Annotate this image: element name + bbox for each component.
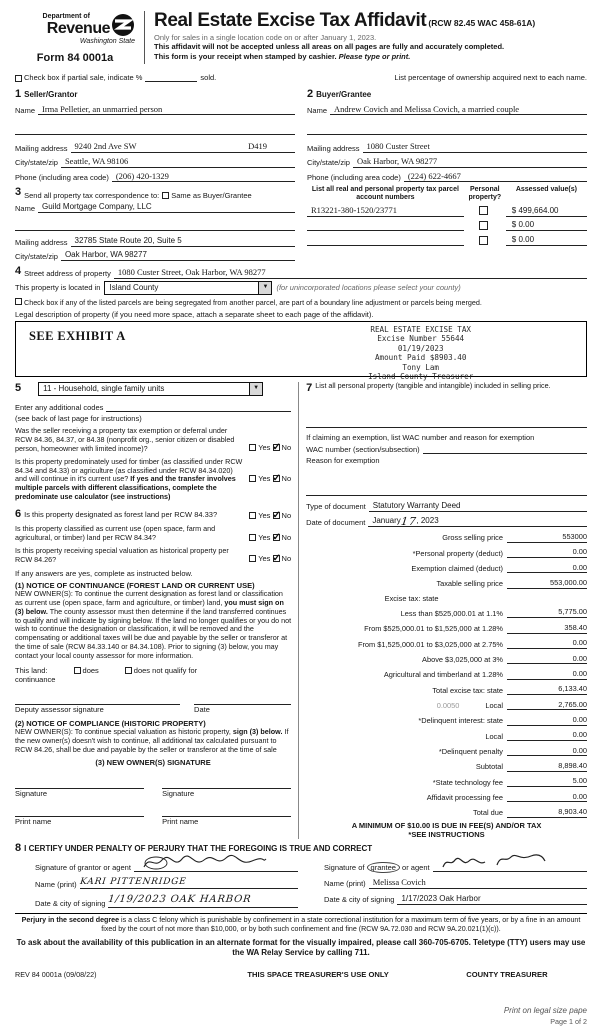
- right-column: [299, 382, 587, 839]
- buyer-section: 2 Buyer/Grantee Name Andrew Covich and Melissa Covich, a married couple Mailing address 1080 Custer Street City/state/zip Oak Harbor, WA 98277 Phone (including area code) (224) 622-4667: [307, 82, 587, 182]
- timber-yes-checkbox[interactable]: [249, 475, 256, 482]
- property-section: 4 Street address of property 1080 Custer Street, Oak Harbor, WA 98277 This property is located in Island County ▼ (for unincorporated locations please select your county) Check box if any of the listed parcels are being segregated from another parcel, are part of a boundary line adjustment or parcels being merged. Legal description of property (if you need more space, attach a separate sheet to each page of the affidavit). SEE EXHIBIT A REAL ESTATE EXCISE TAX Excise Number 55644 01/19/2023 Amount Paid $8903.40 Tony Lam Island County Treasurer: [15, 265, 587, 377]
- seller-mailing-field[interactable]: 9240 2nd Ave SW D419: [71, 141, 295, 153]
- doc-date-field[interactable]: January 17 , 2023: [368, 515, 587, 528]
- additional-codes-label: Enter any additional codes: [15, 402, 104, 412]
- correspondence-name-field[interactable]: Guild Mortgage Company, LLC: [38, 202, 295, 213]
- notice-compliance-body: NEW OWNER(S): To continue special valuation as historic property, sign (3) below. If the new owner(s) doesn't wish to continue, all additional tax calculated pursuant to RCW 84.26, shall be due and payable by the seller or transferor at the time of sale: [15, 727, 289, 754]
- same-as-buyer-checkbox[interactable]: [162, 192, 169, 199]
- assessed-value-col-header: Assessed value(s): [515, 186, 577, 194]
- parcel-number-field[interactable]: R13221-380-1520/23771: [307, 205, 464, 217]
- parcel-number-field[interactable]: [307, 234, 464, 246]
- tax-value-field[interactable]: 0.00: [507, 638, 587, 649]
- grantor-date-field[interactable]: [108, 894, 298, 908]
- tax-row: Above $3,025,000 at 3% 0.00: [422, 653, 587, 664]
- new-owner-printname-field-2[interactable]: [162, 806, 291, 817]
- reason-exemption-label: Reason for exemption: [306, 456, 380, 466]
- legal-description-label: Legal description of property (if you need more space, attach a separate sheet to each page of the affidavit).: [15, 309, 374, 319]
- revenue-wordmark: Revenue: [46, 20, 110, 38]
- codes-note: (see back of last page for instructions): [15, 414, 142, 423]
- dor-swirl-icon: [111, 13, 135, 37]
- assessed-value-field[interactable]: $ 499,664.00: [506, 206, 587, 217]
- land-qualify-row: This land: does does not qualify for: [15, 665, 198, 675]
- seller-name-field[interactable]: Irma Pelletier, an unmarried person: [38, 104, 295, 116]
- doc-type-field[interactable]: Statutory Warranty Deed: [369, 501, 587, 512]
- header-divider: [144, 11, 145, 64]
- grantee-signature-field[interactable]: [433, 861, 587, 872]
- tax-value-field[interactable]: 0.00: [507, 792, 587, 803]
- segregated-note: Check box if any of the listed parcels are being segregated from another parcel, are part of a boundary line adjustment or parcels being merged.: [24, 297, 482, 307]
- new-owner-signature-field-2[interactable]: [162, 778, 291, 789]
- this-land-label: This land:: [15, 665, 48, 675]
- buyer-name2-field[interactable]: [307, 125, 587, 135]
- land-use-dropdown[interactable]: 11 - Household, single family units ▼: [38, 382, 263, 396]
- grantor-signature-field[interactable]: [134, 861, 298, 872]
- personal-property-checkbox-3[interactable]: [479, 236, 488, 245]
- exhibit-text: SEE EXHIBIT A: [29, 329, 126, 343]
- tax-row: Total due 8,903.40: [473, 806, 587, 818]
- current-use-no-checkbox[interactable]: [273, 534, 280, 541]
- street-address-label: Street address of property: [24, 269, 111, 279]
- personal-property-col-header: Personal property?: [468, 186, 502, 202]
- certify-section: 8 I CERTIFY UNDER PENALTY OF PERJURY THAT THE FOREGOING IS TRUE AND CORRECT Signature of grantor or agent Name (print) KARI PITTENRIDGE Date & city of signing 1/19/2023 OAK HARBOR Signature of grantee or agent Name (print) Melissa Covich Date & city of signing 1/17/2023 Oak Harbor: [15, 842, 587, 908]
- treasurer-space-label: THIS SPACE TREASURER'S USE ONLY: [247, 970, 389, 980]
- buyer-mailing-field[interactable]: 1080 Custer Street: [363, 141, 587, 153]
- tty-note: To ask about the availability of this publication in an alternate format for the visually impaired, please call 360-705-6705. Teletype (TTY) users may use the WA Relay Service by calling 711.: [16, 938, 586, 958]
- washington-state-label: Washington State: [79, 38, 135, 45]
- see-instructions-note: *SEE INSTRUCTIONS: [408, 830, 485, 840]
- seller-name2-field[interactable]: [15, 125, 295, 135]
- tax-row: Agricultural and timberland at 1.28% 0.00: [383, 668, 587, 680]
- historic-question: Is this property receiving special valuation as historical property per RCW 84.26?: [15, 545, 229, 564]
- tax-row: Exemption claimed (deduct) 0.00: [411, 562, 587, 574]
- forest-yes-checkbox[interactable]: [249, 512, 256, 519]
- partial-sale-checkbox[interactable]: [15, 75, 22, 82]
- grantee-printname-field[interactable]: Melissa Covich: [369, 877, 587, 889]
- deputy-assessor-signature-field[interactable]: [15, 694, 180, 705]
- tax-row: From $525,000.01 to $1,525,000 at 1.28% 358.40: [364, 622, 587, 634]
- rev-number: REV 84 0001a (09/08/22): [15, 970, 97, 980]
- tax-row: Taxable selling price 553,000.00: [436, 577, 587, 589]
- minimum-due-note: A MINIMUM OF $10.00 IS DUE IN FEE(S) AND/OR TAX: [351, 820, 542, 830]
- local-rate: 0.0050: [436, 701, 460, 711]
- wac-number-field[interactable]: [423, 444, 587, 454]
- perjury-note: Perjury in the second degree is a class C felony which is punishable by confinement in a state correctional institution for a maximum term of five years, or by a fine in an amount fixed by the court of not more than $10,000, or by both such confinement and fine (RCW 9A.72.030 and RCW 9A.20.021(1)(c)).: [15, 913, 587, 934]
- new-owner-signature-title: (3) NEW OWNER(S) SIGNATURE: [95, 758, 211, 768]
- doc-date-day-handwritten: 17: [400, 514, 418, 528]
- street-address-field[interactable]: 1080 Custer Street, Oak Harbor, WA 98277: [114, 267, 587, 279]
- tax-value-field[interactable]: 5,775.00: [507, 607, 587, 618]
- buyer-phone-field[interactable]: (224) 622-4667: [404, 171, 587, 183]
- tax-row: *State technology fee 5.00: [432, 776, 587, 787]
- left-column: 5 11 - Household, single family units ▼ Enter any additional codes (see back of last page for instructions) Was the seller receiving a property tax exemption or deferral under RCW 84.36, 84.37, or 84.38 (nonprofit org., senior citizen or disabled person, homeowner with limited income)? Yes ✓ No Is this property predominately used for timber (as classified under RCW 84.34 and 84.33) or agriculture (as classified under RCW 84.34.020) and will continue in it's current use? If yes and the transfer involves multiple parcels with different classifications, complete the predominate use calculator (see instructions) Yes ✓ No 6 Is this property designated as forest land per RCW 84.33? Yes ✓ No Is this property classified as current use (open space, farm and agricultural, or timber) land per RCW 84.34? Yes ✓ No Is this property receiving special valuation as historical property per RCW 84.26? Yes ✓ No If any answers are yes, complete as instructed below. (1) NOTICE OF CONTINUANCE (FOREST LAND OR CURRENT USE) NEW OWNER(S): To continue the current designation as forest land or classification as current use (open space, farm and agriculture, or timber) land, you must sign on (3) below. The county assessor must then determine if the land transferred continues to qualify and will indicate by signing below. If the land no longer qualifies or you do not wish to continue the designation or classification, it will be removed and the compensating or additional taxes will be due and payable by the seller or transferor at the time of sale (RCW 84.33.140 or 84.34.108). Prior to signing (3) below, you may contact your local county assessor for more information. This land: does does not qualify for continuance Deputy assessor signature Date (2) NOTICE OF COMPLIANCE (HISTORIC PROPERTY) NEW OWNER(S): To continue special valuation as historic property, sign (3) below. If the new owner(s) doesn't wish to continue, all additional tax calculated pursuant to RCW 84.26, shall be due and payable by the seller or transferor at the time of sale (3) NEW OWNER(S) SIGNATURE Signature Signature Print name Print name: [15, 382, 298, 839]
- tax-row: *Personal property (deduct) 0.00: [412, 547, 587, 558]
- header-note-1: Only for sales in a single location code on or after January 1, 2023.: [154, 33, 377, 42]
- ownership-note: List percentage of ownership acquired next to each name.: [394, 72, 587, 82]
- grantor-date-handwritten: 1/19/2023 OAK HARBOR: [107, 894, 253, 906]
- partial-sale-label: Check box if partial sale, indicate %: [24, 72, 143, 82]
- tax-value-field[interactable]: 0.00: [507, 654, 587, 665]
- page-number: Page 1 of 2: [550, 1016, 587, 1026]
- excise-tax-state-heading: Excise tax: state: [384, 593, 439, 603]
- correspondence-mailing-field[interactable]: 32785 State Route 20, Suite 5: [71, 236, 295, 247]
- seller-city-field[interactable]: Seattle, WA 98106: [61, 156, 295, 168]
- tax-value-field[interactable]: 8,903.40: [507, 807, 587, 818]
- timber-question: Is this property predominately used for timber (as classified under RCW 84.34 and 84.33) or agriculture (as classified under RCW 84.34.020) and will continue in it's current use? If yes and the transfer involves multiple parcels with different classifications, complete the predominate use calculator (see instructions): [15, 456, 243, 501]
- parcel-col-header: List all real and personal property tax parcel account numbers: [311, 186, 459, 202]
- grantor-printname-field[interactable]: [80, 877, 298, 889]
- header-note-2: This affidavit will not be accepted unless all areas on all pages are fully and accurately completed.: [154, 42, 505, 52]
- certify-statement: I CERTIFY UNDER PENALTY OF PERJURY THAT THE FOREGOING IS TRUE AND CORRECT: [24, 844, 373, 854]
- tax-value-field[interactable]: 0.00: [507, 669, 587, 680]
- deferral-no-checkbox[interactable]: [273, 444, 280, 451]
- county-treasurer-label: COUNTY TREASURER: [466, 970, 548, 980]
- tax-row: *Delinquent interest: state 0.00: [418, 714, 587, 726]
- tax-value-field[interactable]: 5.00: [507, 776, 587, 787]
- doc-type-label: Type of document: [306, 502, 366, 512]
- tax-value-field[interactable]: 553,000.00: [507, 578, 587, 589]
- same-as-buyer-label: Same as Buyer/Grantee: [171, 190, 252, 200]
- tax-row: From $1,525,000.01 to $3,025,000 at 2.75% 0.00: [357, 638, 587, 649]
- new-owner-signature-field-1[interactable]: [15, 778, 144, 789]
- buyer-city-field[interactable]: Oak Harbor, WA 98277: [353, 156, 587, 168]
- seller-section: 1 Seller/Grantor Name Irma Pelletier, an unmarried person Mailing address 9240 2nd Ave SW D419 City/state/zip Seattle, WA 98106 Phone (including area code) (206) 420-1329: [15, 82, 295, 182]
- correspondence-city-field[interactable]: Oak Harbor, WA 98277: [61, 250, 295, 261]
- tax-value-field[interactable]: 358.40: [507, 623, 587, 634]
- buyer-name-field[interactable]: Andrew Covich and Melissa Covich, a married couple: [330, 104, 587, 116]
- wac-number-label: WAC number (section/subsection): [306, 444, 420, 454]
- parcel-row: [307, 220, 587, 232]
- grantee-date-field[interactable]: 1/17/2023 Oak Harbor: [397, 894, 587, 905]
- located-in-label: This property is located in: [15, 282, 101, 292]
- does-checkbox[interactable]: [74, 667, 81, 674]
- historic-yes-checkbox[interactable]: [249, 555, 256, 562]
- reason-exemption-field[interactable]: [306, 486, 587, 496]
- historic-no-checkbox[interactable]: [273, 555, 280, 562]
- tax-value-field[interactable]: 0.00: [507, 746, 587, 757]
- assessed-value-field[interactable]: $ 0.00: [506, 220, 587, 231]
- form-title-rcw: (RCW 82.45 WAC 458-61A): [428, 18, 536, 28]
- personal-property-label: List all personal property (tangible and intangible) included in selling price.: [315, 381, 551, 390]
- tax-value-field[interactable]: 553000: [507, 532, 587, 543]
- tax-value-field[interactable]: 0.00: [507, 730, 587, 741]
- parcel-row: [307, 205, 587, 217]
- deputy-assessor-label: Deputy assessor signature: [15, 705, 104, 715]
- personal-property-checkbox-2[interactable]: [479, 221, 488, 230]
- seller-unit: D419: [248, 141, 267, 152]
- deferral-question: Was the seller receiving a property tax exemption or deferral under RCW 84.36, 84.37, or 84.38 (nonprofit org., senior citizen or disabled person, homeowner with limited income)?: [15, 426, 235, 453]
- seller-heading: Seller/Grantor: [24, 89, 78, 99]
- land-use-dropdown-arrow-icon[interactable]: ▼: [249, 383, 262, 395]
- personal-property-list-field[interactable]: [306, 418, 587, 428]
- segregated-checkbox[interactable]: [15, 298, 22, 305]
- form-title: Real Estate Excise Tax Affidavit: [154, 10, 427, 31]
- tax-row: Subtotal 8,898.40: [475, 760, 587, 772]
- located-note: (for unincorporated locations please select your county): [276, 282, 461, 292]
- continuance-label: continuance: [15, 674, 56, 684]
- print-size-note: Print on legal size pape: [503, 1005, 587, 1015]
- use-class-section: 5 11 - Household, single family units ▼: [15, 382, 291, 396]
- tax-value-field[interactable]: 0.00: [507, 563, 587, 574]
- tax-row: *Delinquent penalty 0.00: [438, 745, 587, 757]
- notice-continuance-title: (1) NOTICE OF CONTINUANCE (FOREST LAND OR CURRENT USE): [15, 580, 255, 590]
- sold-label: sold.: [200, 72, 217, 82]
- tax-row: Local 0.00: [485, 730, 587, 741]
- exemption-note: If claiming an exemption, list WAC number and reason for exemption: [306, 432, 535, 442]
- forest-no-checkbox[interactable]: [273, 512, 280, 519]
- current-use-yes-checkbox[interactable]: [249, 534, 256, 541]
- seller-phone-field[interactable]: (206) 420-1329: [112, 171, 295, 183]
- personal-property-section: 7 List all personal property (tangible and intangible) included in selling price.: [306, 381, 551, 394]
- correspondence-heading: Send all property tax correspondence to:: [24, 190, 160, 200]
- assessed-value-field[interactable]: $ 0.00: [506, 235, 587, 246]
- deputy-date-field[interactable]: [194, 694, 291, 705]
- tax-row: Gross selling price 553000: [442, 531, 587, 543]
- parcel-number-field[interactable]: [307, 220, 464, 232]
- current-use-question: Is this property classified as current use (open space, farm and agricultural, or timber) land per RCW 84.34?: [15, 524, 216, 543]
- additional-codes-field[interactable]: [106, 402, 291, 412]
- does-not-checkbox[interactable]: [125, 667, 132, 674]
- notice-continuance-body: NEW OWNER(S): To continue the current designation as forest land or classification as current use (open space, farm and agriculture, or timber) land, you must sign on (3) below. The county assessor must then determine if the land transferred continues to qualify and will indicate by signing below. If the land no longer qualifies or you do not wish to continue the designation or classification, it will be removed and the compensating or additional taxes will be due and payable by the seller or transferor at the time of sale (RCW 84.33.140 or 84.34.108). Prior to signing (3) below, you may contact your local county assessor for more information.: [15, 589, 292, 660]
- tax-value-field[interactable]: 6,133.40: [507, 684, 587, 695]
- timber-no-checkbox[interactable]: [273, 475, 280, 482]
- correspondence-section: 3 Send all property tax correspondence to: Same as Buyer/Grantee Name Guild Mortgage Company, LLC Mailing address 32785 State Route 20, Suite 5 City/state/zip Oak Harbor, WA 98277: [15, 182, 295, 261]
- deferral-yes-checkbox[interactable]: [249, 444, 256, 451]
- buyer-heading: Buyer/Grantee: [316, 89, 372, 99]
- tax-local-row: 0.0050 Local 2,765.00: [436, 699, 587, 711]
- personal-property-checkbox-1[interactable]: [479, 206, 488, 215]
- correspondence-name2-field[interactable]: [15, 221, 295, 231]
- county-dropdown-arrow-icon[interactable]: ▼: [258, 282, 271, 294]
- grantor-name-handwritten: KARI PITTENRIDGE: [79, 877, 187, 888]
- treasurer-stamp: REAL ESTATE EXCISE TAX Excise Number 55644 01/19/2023 Amount Paid $8903.40 Tony Lam Island County Treasurer: [368, 325, 474, 382]
- forest-question: Is this property designated as forest land per RCW 84.33?: [24, 509, 218, 519]
- notice-compliance-title: (2) NOTICE OF COMPLIANCE (HISTORIC PROPERTY): [15, 718, 206, 728]
- grantee-signature-scribble: [439, 851, 549, 873]
- form-header: [15, 8, 587, 66]
- parcel-table: [307, 182, 587, 261]
- new-owner-printname-field-1[interactable]: [15, 806, 144, 817]
- forest-section: 6 Is this property designated as forest land per RCW 84.33? Yes ✓ No: [15, 508, 291, 522]
- grantor-signature-scribble: [140, 853, 270, 873]
- doc-date-label: Date of document: [306, 517, 366, 527]
- tax-value-field[interactable]: 2,765.00: [507, 700, 587, 711]
- footer: [15, 970, 587, 979]
- if-yes-note: If any answers are yes, complete as instructed below.: [15, 568, 193, 578]
- dept-of-label: Department of: [42, 13, 90, 21]
- parcel-row: [307, 234, 587, 246]
- tax-row: Total excise tax: state 6,133.40: [432, 684, 587, 695]
- tax-value-field[interactable]: 8,898.40: [507, 761, 587, 772]
- county-dropdown[interactable]: Island County ▼: [104, 281, 272, 295]
- header-note-3: This form is your receipt when stamped by cashier. Please type or print.: [154, 51, 411, 61]
- dor-logo: [15, 8, 135, 66]
- tax-value-field[interactable]: 0.00: [507, 715, 587, 726]
- form-number: Form 84 0001a: [36, 51, 114, 64]
- tax-row: Less than $525,000.01 at 1.1% 5,775.00: [400, 607, 587, 618]
- tax-row: Affidavit processing fee 0.00: [426, 791, 587, 803]
- tax-value-field[interactable]: 0.00: [507, 547, 587, 558]
